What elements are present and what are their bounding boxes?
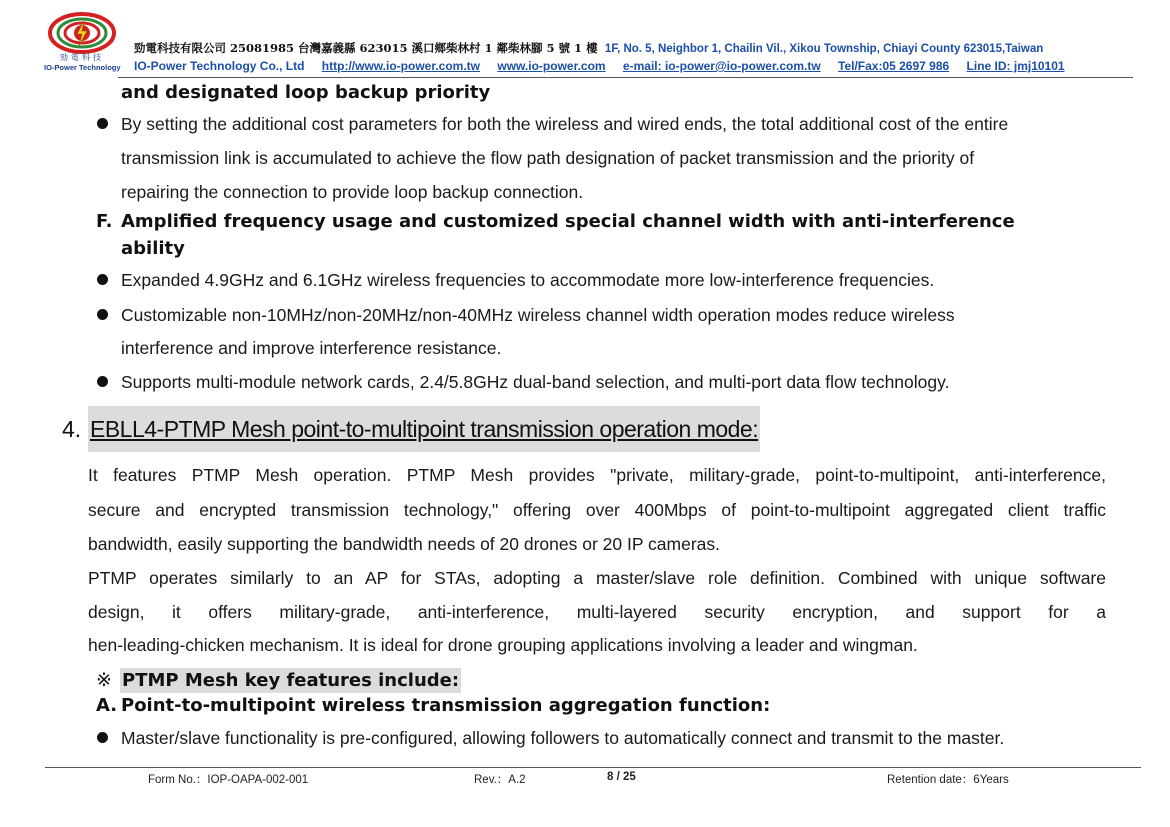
header-address-line	[134, 40, 1043, 56]
bullet-f2-line2: interference and improve interference resistance.	[121, 338, 502, 358]
lightning-emblem-icon	[48, 12, 116, 54]
section-f-heading-line2: ability	[121, 238, 185, 259]
footer-retention-date: Retention date：6Years	[887, 774, 1009, 786]
bullet-icon	[97, 274, 108, 285]
email-link[interactable]: e-mail: io-power@io-power.com.tw	[622, 59, 821, 73]
bullet-icon	[97, 376, 108, 387]
section-a-heading: Point-to-multipoint wireless transmission aggregation function:	[121, 695, 771, 716]
page-header	[0, 0, 1170, 80]
section-f-heading-line1: Amplified frequency usage and customized special channel width with anti-interference	[121, 211, 1015, 232]
bullet-icon	[97, 732, 108, 743]
section-a-letter: A.	[96, 695, 118, 716]
tel-fax-link[interactable]: Tel/Fax:05 2697 986	[838, 59, 950, 73]
footer-revision: Rev.：A.2	[474, 774, 526, 786]
bullet-f1: Expanded 4.9GHz and 6.1GHz wireless frequencies to accommodate more low-interference frequencies.	[121, 270, 935, 290]
section-4-number: 4.	[62, 416, 82, 442]
bullet-e1-line3: repairing the connection to provide loop backup connection.	[121, 182, 584, 202]
website-link-secondary[interactable]: www.io-power.com	[497, 59, 606, 73]
logo-chinese-name: 勁電科技	[60, 53, 104, 62]
bullet-e1-line1: By setting the additional cost parameters for both the wireless and wired ends, the total additional cost of the entire	[121, 114, 1009, 134]
footer-page-number: 8 / 25	[607, 771, 636, 783]
company-chinese-address: 勁電科技有限公司 25081985 台灣嘉義縣 623015 溪口鄉柴林村 1 鄰柴林腳 5 號 1 樓	[134, 41, 598, 55]
website-link-primary[interactable]: http://www.io-power.com.tw	[321, 59, 481, 73]
bullet-e1-line2: transmission link is accumulated to achieve the flow path designation of packet transmission and the priority of	[121, 148, 975, 168]
line-id-link[interactable]: Line ID: jmj10101	[966, 59, 1065, 73]
paragraph-2-line1: PTMP operates similarly to an AP for STAs, adopting a master/slave role definition. Combined with unique software	[88, 568, 1106, 588]
paragraph-2-line3: hen-leading-chicken mechanism. It is ideal for drone grouping applications involving a leader and wingman.	[88, 635, 918, 655]
header-divider	[118, 77, 1133, 78]
footer-divider	[45, 767, 1141, 768]
reference-mark-icon: ※	[96, 669, 112, 691]
paragraph-1-line1: It features PTMP Mesh operation. PTMP Mesh provides "private, military-grade, point-to-multipoint, anti-interference,	[88, 465, 1106, 485]
bullet-f3: Supports multi-module network cards, 2.4/5.8GHz dual-band selection, and multi-port data flow technology.	[121, 372, 950, 392]
company-logo	[44, 12, 121, 74]
bullet-f2-line1: Customizable non-10MHz/non-20MHz/non-40MHz wireless channel width operation modes reduce wireless	[121, 305, 955, 325]
footer-form-number: Form No.：IOP-OAPA-002-001	[148, 774, 309, 786]
bullet-icon	[97, 309, 108, 320]
paragraph-2-line2: design, it offers military-grade, anti-interference, multi-layered security encryption, and support for a	[88, 602, 1106, 622]
paragraph-1-line3: bandwidth, easily supporting the bandwidth needs of 20 drones or 20 IP cameras.	[88, 534, 721, 554]
header-contact-line	[134, 59, 1079, 73]
bullet-icon	[97, 118, 108, 129]
bullet-a1: Master/slave functionality is pre-configured, allowing followers to automatically connect and transmit to the master.	[121, 728, 1005, 748]
company-english-address: 1F, No. 5, Neighbor 1, Chailin Vil., Xikou Township, Chiayi County 623015,Taiwan	[604, 43, 1044, 55]
key-features-label: PTMP Mesh key features include:	[122, 670, 460, 691]
company-english-name: IO-Power Technology Co., Ltd	[134, 59, 305, 73]
section-4-title: EBLL4-PTMP Mesh point-to-multipoint transmission operation mode:	[88, 406, 760, 452]
logo-english-name: IO-Power Technology	[44, 63, 121, 72]
section-f-letter: F.	[96, 211, 113, 232]
section-e-heading-continued: and designated loop backup priority	[121, 82, 491, 103]
paragraph-1-line2: secure and encrypted transmission technology," offering over 400Mbps of point-to-multipoint aggregated client traffic	[88, 500, 1106, 520]
